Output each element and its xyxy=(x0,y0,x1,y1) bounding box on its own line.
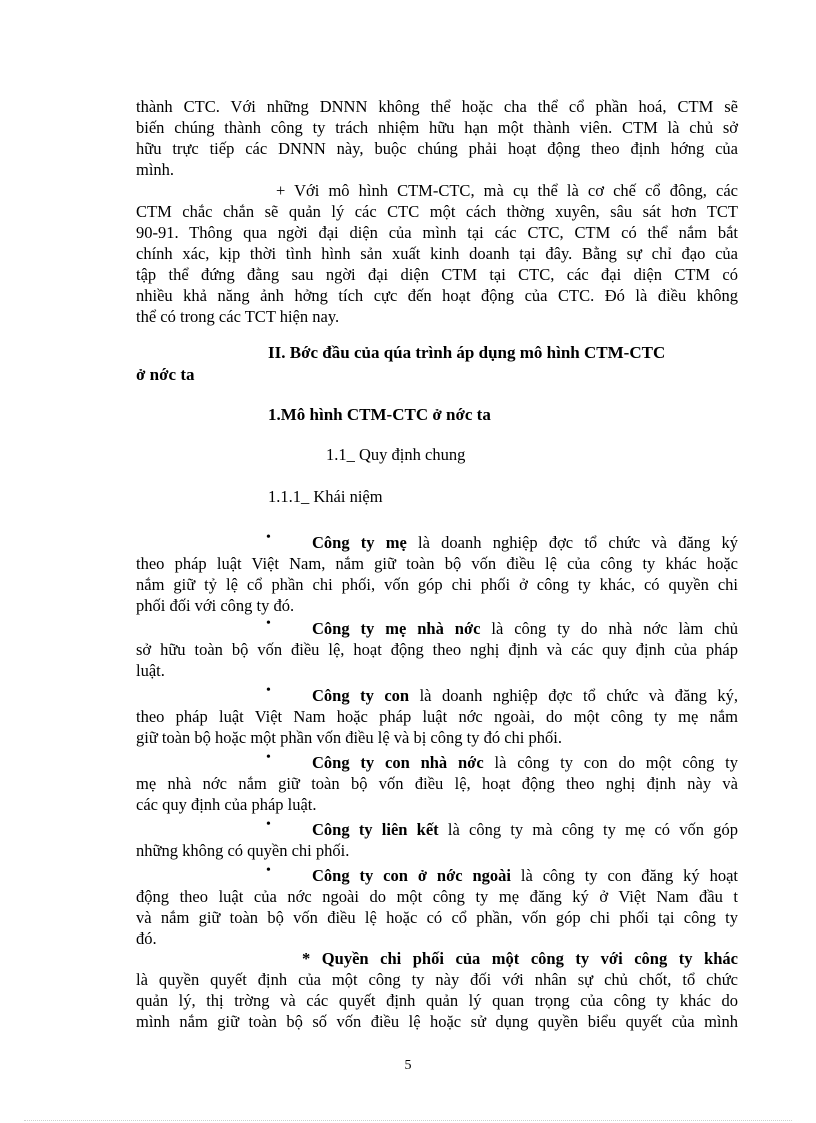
term: Công ty mẹ nhà nớc xyxy=(312,619,481,638)
bullet-icon: • xyxy=(266,750,271,765)
text-line: mẹ nhà nớc nắm giữ toàn bộ vốn điều lệ, hoạt động theo nghị định này và xyxy=(136,774,738,793)
text-line: theo pháp luật Việt Nam, nắm giữ toàn bộ vốn điều lệ của công ty khác hoặc xyxy=(136,554,738,573)
text-line xyxy=(136,752,738,773)
text-line: các quy định của pháp luật. xyxy=(136,795,317,814)
paragraph-ctm-ctc-model xyxy=(136,180,738,327)
term: Công ty con nhà nớc xyxy=(312,753,484,772)
subsection-1-1-1: 1.1.1_ Khái niệm xyxy=(268,487,383,506)
text-line: luật. xyxy=(136,661,165,680)
bullet-icon: • xyxy=(266,616,271,631)
page-number: 5 xyxy=(404,1058,412,1073)
text-line: thành CTC. Với những DNNN không thể hoặc cha thể cổ phần hoá, CTM sẽ xyxy=(136,97,738,116)
text-line: CTM chắc chắn sẽ quản lý các CTC một cách thờng xuyên, sâu sát hơn TCT xyxy=(136,202,738,221)
text-line: động theo luật của nớc ngoài do một công ty mẹ đăng ký ở Việt Nam đầu t xyxy=(136,887,738,906)
definition-text: là công ty do nhà nớc làm chủ xyxy=(480,619,738,638)
text-line: đó. xyxy=(136,929,157,948)
section-heading-ii-cont: ở nớc ta xyxy=(136,365,195,384)
text-line: + Với mô hình CTM-CTC, mà cụ thể là cơ chế cổ đông, các xyxy=(276,181,738,200)
term: * Quyền chi phối của một công ty với công ty khác xyxy=(302,949,738,968)
bullet-icon: • xyxy=(266,863,271,878)
text-line xyxy=(136,819,738,840)
term: Công ty mẹ xyxy=(312,533,407,552)
text-line: phối đối với công ty đó. xyxy=(136,596,295,615)
term: Công ty con xyxy=(312,686,410,705)
definition-parent-company xyxy=(136,532,738,616)
subsection-1-1: 1.1_ Quy định chung xyxy=(326,445,466,464)
text-line: những không có quyền chi phối. xyxy=(136,841,350,860)
term: Công ty con ở nớc ngoài xyxy=(312,866,511,885)
bullet-icon: • xyxy=(266,683,271,698)
text-line: nhiều khả năng ảnh hởng tích cực đến hoạt động của CTC. Đó là điều không xyxy=(136,286,738,305)
definition-associate xyxy=(136,819,738,861)
definition-subsidiary xyxy=(136,685,738,748)
term: Công ty liên kết xyxy=(312,820,439,839)
definition-foreign-subsidiary xyxy=(136,865,738,949)
text-line: giữ toàn bộ hoặc một phần vốn điều lệ và bị công ty đó chi phối. xyxy=(136,728,562,747)
text-line: 90-91. Thông qua ngời đại diện của mình tại các CTC, CTM có thể nắm bắt xyxy=(136,223,738,242)
text-line: theo pháp luật Việt Nam hoặc pháp luật nớc ngoài, do một công ty mẹ nắm xyxy=(136,707,738,726)
definition-text: là doanh nghiệp đợc tổ chức và đăng ký xyxy=(406,533,739,552)
definition-control-right xyxy=(136,948,738,1032)
text-line: biến chúng thành công ty trách nhiệm hữu hạn một thành viên. CTM là chủ sở xyxy=(136,118,738,137)
definition-state-subsidiary xyxy=(136,752,738,815)
bullet-icon: • xyxy=(266,530,271,545)
text-line: sở hữu toàn bộ vốn điều lệ, hoạt động theo nghị định và các quy định của pháp xyxy=(136,640,738,659)
definition-text: là công ty con đăng ký hoạt xyxy=(510,866,739,885)
text-line: chính xác, kịp thời tình hình sản xuất kinh doanh tại đây. Bằng sự chỉ đạo của xyxy=(136,244,738,263)
text-line: tập thể đứng đằng sau ngời đại diện CTM tại CTC, các đại diện CTM có xyxy=(136,265,738,284)
text-line xyxy=(136,532,738,553)
definition-text: là công ty mà công ty mẹ có vốn góp xyxy=(438,820,738,839)
definition-text: là doanh nghiệp đợc tổ chức và đăng ký, xyxy=(409,686,738,705)
text-line xyxy=(136,865,738,886)
text-line: quản lý, thị trờng và các quyết định quản lý quan trọng của công ty khác do xyxy=(136,991,738,1010)
text-line: hữu trực tiếp các DNNN này, buộc chúng phải hoạt động theo định hớng của xyxy=(136,139,738,158)
subsection-heading-1: 1.Mô hình CTM-CTC ở nớc ta xyxy=(268,405,491,424)
text-line: mình nắm giữ toàn bộ số vốn điều lệ hoặc sử dụng quyền biểu quyết của mình xyxy=(136,1012,738,1031)
text-line: thể có trong các TCT hiện nay. xyxy=(136,307,340,326)
text-line: là quyền quyết định của một công ty này đối với nhân sự chủ chốt, tổ chức xyxy=(136,970,738,989)
page-bottom-divider xyxy=(24,1120,792,1121)
paragraph-intro xyxy=(136,96,738,180)
section-heading-ii: II. Bớc đầu của qúa trình áp dụng mô hình CTM-CTC xyxy=(268,343,666,362)
text-line: và nắm giữ toàn bộ vốn điều lệ hoặc có cổ phần, vốn góp chi phối tại công ty xyxy=(136,908,738,927)
text-line: nắm giữ tỷ lệ cổ phần chi phối, vốn góp chi phối ở công ty khác, có quyền chi xyxy=(136,575,738,594)
text-line xyxy=(136,618,738,639)
definition-state-parent-company xyxy=(136,618,738,681)
text-line xyxy=(136,685,738,706)
text-line: mình. xyxy=(136,160,175,179)
bullet-icon: • xyxy=(266,817,271,832)
text-line xyxy=(136,948,738,969)
definition-text: là công ty con do một công ty xyxy=(483,753,739,772)
